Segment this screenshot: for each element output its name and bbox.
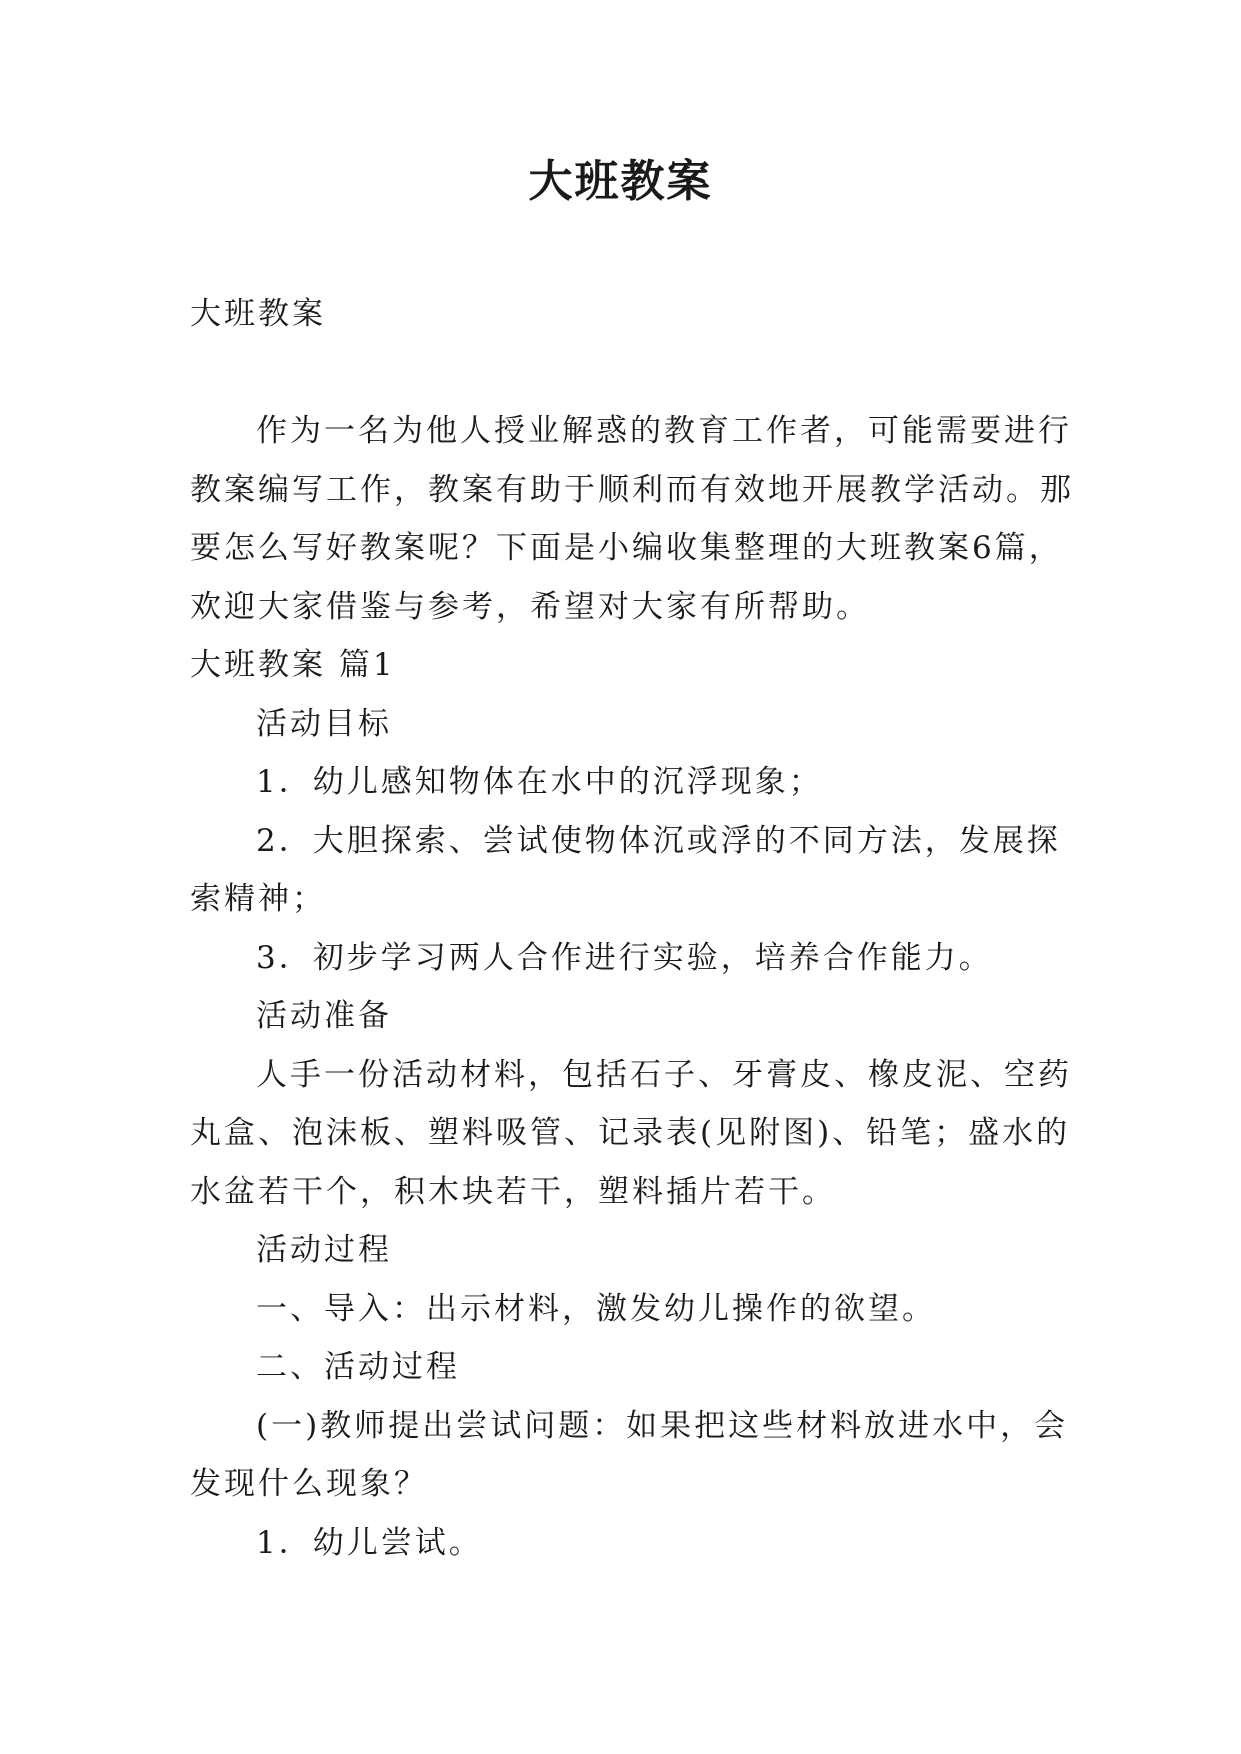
question-line: (一)教师提出尝试问题：如果把这些材料放进水中，会 [256, 1407, 1069, 1444]
intro-paragraph-line: 作为一名为他人授业解惑的教育工作者，可能需要进行 [256, 413, 1072, 449]
try-step: 1．幼儿尝试。 [256, 1524, 483, 1561]
prep-paragraph-line: 丸盒、泡沫板、塑料吸管、记录表(见附图)、铅笔；盛水的 [190, 1115, 1071, 1151]
goals-heading: 活动目标 [256, 705, 392, 742]
blank-line [190, 344, 1070, 403]
prep-paragraph-line: 水盆若干个，积木块若干，塑料插片若干。 [190, 1173, 836, 1210]
prep-paragraph-line: 人手一份活动材料，包括石子、牙膏皮、橡皮泥、空药 [256, 1056, 1072, 1093]
goal-item-continued: 索精神； [190, 881, 326, 917]
intro-paragraph-line: 欢迎大家借鉴与参考，希望对大家有所帮助。 [190, 588, 870, 625]
intro-paragraph-line: 要怎么写好教案呢？下面是小编收集整理的大班教案6篇， [190, 530, 1063, 566]
document-subtitle: 大班教案 [190, 296, 326, 332]
prep-heading: 活动准备 [256, 998, 392, 1034]
goal-item: 1．幼儿感知物体在水中的沉浮现象； [256, 764, 823, 800]
process-step: 二、活动过程 [256, 1349, 460, 1385]
question-line-continued: 发现什么现象？ [190, 1466, 428, 1502]
process-step: 一、导入：出示材料，激发幼儿操作的欲望。 [256, 1290, 936, 1327]
goal-item: 2．大胆探索、尝试使物体沉或浮的不同方法，发展探 [256, 822, 1061, 859]
document-body [190, 285, 1074, 1572]
goal-item: 3．初步学习两人合作进行实验，培养合作能力。 [256, 939, 993, 976]
section-heading: 大班教案 篇1 [190, 647, 396, 683]
document-title: 大班教案 [528, 156, 713, 207]
process-heading: 活动过程 [256, 1232, 392, 1268]
intro-paragraph-line: 教案编写工作，教案有助于顺利而有效地开展教学活动。那 [190, 471, 1074, 508]
